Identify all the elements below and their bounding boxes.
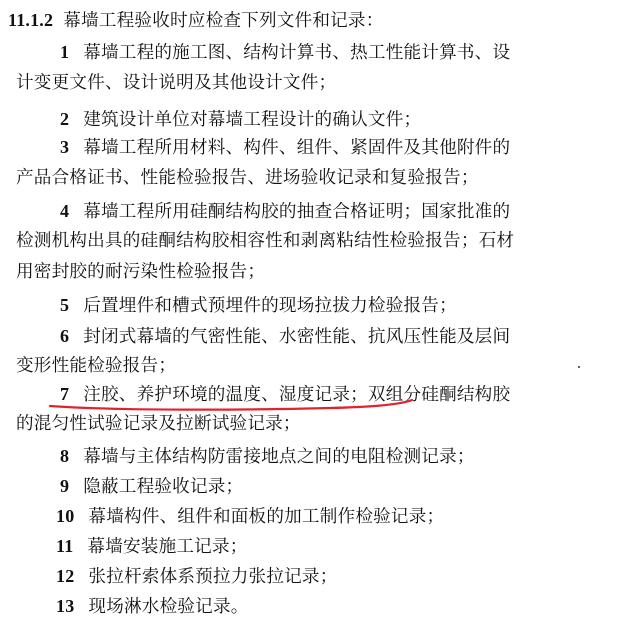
item-text: 幕墙工程的施工图、结构计算书、热工性能计算书、设 <box>83 43 511 63</box>
item-text: 产品合格证书、性能检验报告、进场验收记录和复验报告； <box>16 168 479 188</box>
item-text: 注胶、养护环境的温度、湿度记录；双组分硅酮结构胶 <box>83 385 511 405</box>
item-number: 12 <box>56 566 75 586</box>
item-text: 幕墙安装施工记录； <box>87 537 248 557</box>
item-number: 6 <box>60 326 70 346</box>
item-text: 建筑设计单位对幕墙工程设计的确认文件； <box>83 110 422 130</box>
item-text: 幕墙工程所用材料、构件、组件、紧固件及其他附件的 <box>83 138 511 158</box>
item-text: 用密封胶的耐污染性检验报告； <box>16 262 266 282</box>
item-number: 2 <box>60 109 70 129</box>
section-number: 11.1.2 <box>8 10 54 30</box>
item-text: 幕墙与主体结构防雷接地点之间的电阻检测记录； <box>83 447 475 467</box>
item-number: 9 <box>60 476 70 496</box>
item-text: 隐蔽工程验收记录； <box>83 477 244 497</box>
list-item-12 <box>56 560 338 592</box>
item-number: 3 <box>60 137 70 157</box>
item-text: 的混匀性试验记录及拉断试验记录； <box>16 414 301 434</box>
item-text: 封闭式幕墙的气密性能、水密性能、抗风压性能及层间 <box>83 327 511 347</box>
item-number: 8 <box>60 446 70 466</box>
section-heading-text: 幕墙工程验收时应检查下列文件和记录： <box>63 11 384 31</box>
list-item-8 <box>60 440 475 472</box>
item-number: 10 <box>56 506 75 526</box>
list-item-9 <box>60 470 243 502</box>
item-number: 4 <box>60 201 70 221</box>
item-number: 11 <box>56 536 74 556</box>
item-number: 7 <box>60 384 70 404</box>
item-number: 13 <box>56 596 75 616</box>
list-item-10 <box>56 500 444 532</box>
item-text: 幕墙工程所用硅酮结构胶的抽查合格证明；国家批准的 <box>83 202 511 222</box>
item-text: 幕墙构件、组件和面板的加工制作检验记录； <box>88 507 445 527</box>
item-text: 现场淋水检验记录。 <box>88 597 249 617</box>
item-text: 计变更文件、设计说明及其他设计文件； <box>16 73 337 93</box>
list-item-13 <box>56 590 249 621</box>
item-text: 变形性能检验报告； <box>16 356 177 376</box>
item-text: 张拉杆索体系预拉力张拉记录； <box>88 567 338 587</box>
item-number: 5 <box>60 295 70 315</box>
item-text: 检测机构出具的硅酮结构胶相容性和剥离粘结性检验报告；石材 <box>16 231 515 251</box>
item-number: 1 <box>60 42 70 62</box>
item-text: 后置埋件和槽式预埋件的现场拉拔力检验报告； <box>83 296 457 316</box>
list-item-11 <box>56 530 248 562</box>
